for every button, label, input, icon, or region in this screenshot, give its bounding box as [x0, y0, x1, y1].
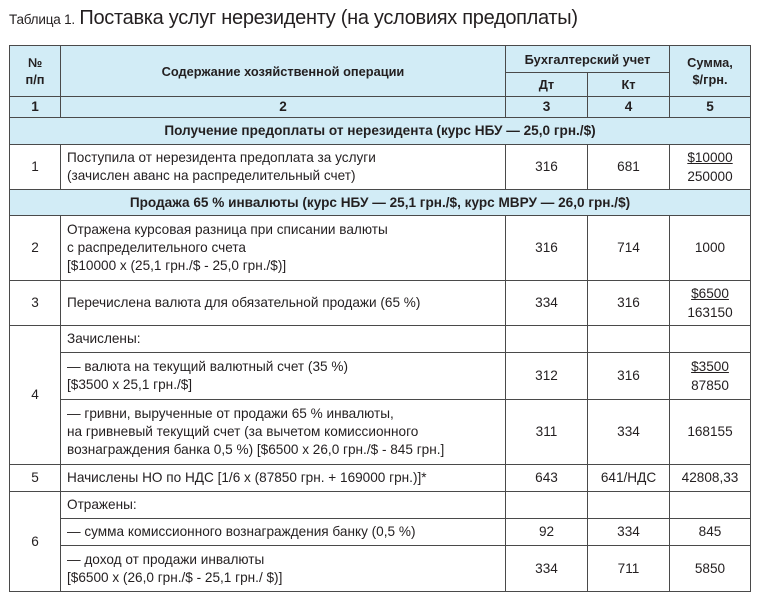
debit-account: 334 [506, 546, 588, 592]
credit-account: 641/НДС [588, 465, 670, 492]
description-line: — валюта на текущий валютный счет (35 %) [67, 359, 348, 374]
amount: 1000 [670, 216, 751, 281]
table-title-prefix: Таблица 1. [9, 12, 75, 27]
debit-account: 92 [506, 519, 588, 546]
column-number: 4 [588, 97, 670, 118]
operation-heading: Зачислены: [61, 326, 506, 353]
description-line: Поступила от нерезидента предоплата за услуги [67, 150, 376, 165]
empty-cell [506, 326, 588, 353]
description-line: [$6500 х (26,0 грн./$ - 25,1 грн./ $)] [67, 569, 283, 585]
operation-description [61, 216, 506, 281]
description-line: на гривневый текущий счет (за вычетом комиссионного [67, 424, 419, 439]
empty-cell [506, 492, 588, 519]
operation-description [61, 400, 506, 465]
empty-cell [588, 492, 670, 519]
description-line: Перечислена валюта для обязательной продажи (65 %) [67, 295, 421, 310]
header-debit: Дт [506, 73, 588, 97]
operation-description [61, 546, 506, 592]
header-sum: Сумма, $/грн. [670, 46, 751, 97]
header-row [10, 46, 751, 73]
debit-account: 316 [506, 216, 588, 281]
description-line: с распределительного счета [67, 240, 246, 255]
table-row [10, 216, 751, 281]
description-line: Начислены НО по НДС [1/6 х (87850 грн. + 169000 грн.)]* [67, 470, 427, 485]
table-row [10, 546, 751, 592]
amount: 5850 [670, 546, 751, 592]
empty-cell [588, 326, 670, 353]
operation-description [61, 145, 506, 190]
amount-usd: $6500 [691, 286, 729, 301]
table-title-text: Поставка услуг нерезиденту (на условиях предоплаты) [79, 7, 578, 29]
debit-account: 334 [506, 281, 588, 326]
credit-account: 714 [588, 216, 670, 281]
amount-uah: 87850 [691, 378, 729, 393]
operation-heading: Отражены: [61, 492, 506, 519]
section-row [10, 118, 751, 145]
table-row [10, 281, 751, 326]
row-number: 4 [10, 326, 61, 465]
amount: 845 [670, 519, 751, 546]
amount [670, 281, 751, 326]
credit-account: 316 [588, 353, 670, 400]
amount-uah: 250000 [687, 169, 733, 184]
table-row [10, 400, 751, 465]
amount-uah: 163150 [687, 305, 733, 320]
description-line: [$3500 х 25,1 грн./$] [67, 377, 193, 392]
description-line: Отражена курсовая разница при списании валюты [67, 222, 388, 237]
section-row [10, 190, 751, 216]
operation-description [61, 353, 506, 400]
row-number: 3 [10, 281, 61, 326]
description-line: [$10000 х (25,1 грн./$ - 25,0 грн./$)] [67, 258, 287, 273]
description-line: (зачислен аванс на распределительный счет) [67, 168, 356, 183]
debit-account: 643 [506, 465, 588, 492]
description-line: — доход от продажи инвалюты [67, 551, 265, 567]
table-row [10, 465, 751, 492]
header-accounting: Бухгалтерский учет [506, 46, 670, 73]
debit-account: 311 [506, 400, 588, 465]
operation-description [61, 465, 506, 492]
empty-cell [670, 492, 751, 519]
credit-account: 334 [588, 400, 670, 465]
operations-table [9, 45, 751, 592]
row-number: 5 [10, 465, 61, 492]
column-number: 2 [61, 97, 506, 118]
operation-description [61, 281, 506, 326]
amount-usd: $3500 [691, 359, 729, 374]
operation-description [61, 519, 506, 546]
column-number-row [10, 97, 751, 118]
row-number: 6 [10, 492, 61, 592]
table-row [10, 353, 751, 400]
description-line: — сумма комиссионного вознаграждения банку (0,5 %) [67, 524, 416, 539]
description-line: — гривни, вырученные от продажи 65 % инвалюты, [67, 406, 394, 421]
table-row [10, 145, 751, 190]
description-line: вознаграждения банка 0,5 %) [$6500 х 26,0 грн./$ - 845 грн.] [67, 442, 445, 457]
table-row [10, 326, 751, 353]
amount [670, 353, 751, 400]
section-title: Продажа 65 % инвалюты (курс НБУ — 25,1 грн./$, курс МВРУ — 26,0 грн./$) [10, 190, 751, 216]
column-number: 1 [10, 97, 61, 118]
column-number: 5 [670, 97, 751, 118]
table-row [10, 492, 751, 519]
table-title [9, 7, 578, 30]
row-number: 2 [10, 216, 61, 281]
credit-account: 316 [588, 281, 670, 326]
empty-cell [670, 326, 751, 353]
header-credit: Кт [588, 73, 670, 97]
credit-account: 711 [588, 546, 670, 592]
table-row [10, 519, 751, 546]
amount-usd: $10000 [687, 150, 733, 165]
amount: 168155 [670, 400, 751, 465]
header-content: Содержание хозяйственной операции [61, 46, 506, 97]
amount [670, 145, 751, 190]
row-number: 1 [10, 145, 61, 190]
header-num: № п/п [10, 46, 61, 97]
column-number: 3 [506, 97, 588, 118]
amount: 42808,33 [670, 465, 751, 492]
credit-account: 681 [588, 145, 670, 190]
debit-account: 316 [506, 145, 588, 190]
debit-account: 312 [506, 353, 588, 400]
credit-account: 334 [588, 519, 670, 546]
section-title: Получение предоплаты от нерезидента (курс НБУ — 25,0 грн./$) [10, 118, 751, 145]
